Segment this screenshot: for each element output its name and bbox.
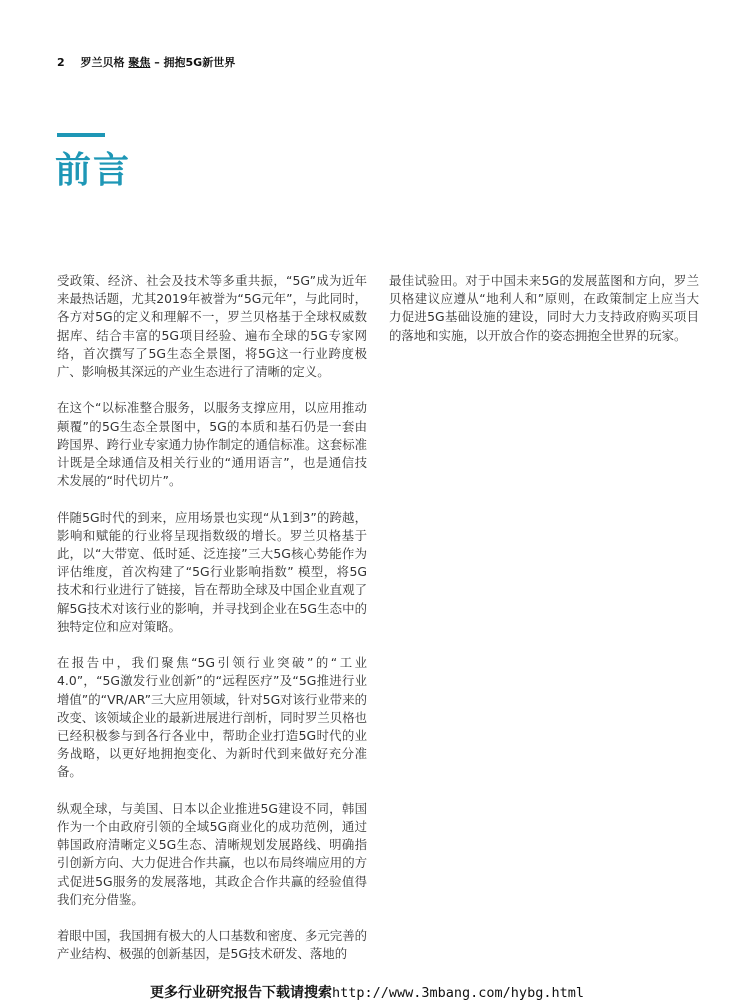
footer-url[interactable]: http://www.3mbang.com/hybg.html [332, 985, 584, 1001]
page-number: 2 [57, 56, 65, 69]
paragraph: 伴随5G时代的到来，应用场景也实现“从1到3”的跨越，影响和赋能的行业将呈现指数级的增长。罗兰贝格基于此，以“大带宽、低时延、泛连接”三大5G核心势能作为评估维度，首次构建了“5G行业影响指数” 模型，将5G技术和行业进行了链接，旨在帮助全球及中国企业直观了解5G技术对该行业的影响，并寻找到企业在5G生态中的独特定位和应对策略。 [57, 509, 367, 634]
brand-name: 罗兰贝格 [80, 56, 125, 69]
paragraph: 在报告中，我们聚焦“5G引领行业突破”的“工业4.0”，“5G激发行业创新”的“远程医疗”及“5G推进行业增值”的“VR/AR”三大应用领域，针对5G对该行业带来的改变、该领域企业的最新进展进行剖析，同时罗兰贝格也已经积极参与到各行各业中，帮助企业打造5G时代的业务战略，以更好地拥抱变化、为新时代到来做好充分准备。 [57, 655, 367, 780]
footer-text: 更多行业研究报告下载请搜索 [150, 985, 332, 1001]
paragraph: 最佳试验田。对于中国未来5G的发展蓝图和方向，罗兰贝格建议应遵从“地利人和”原则，在政策制定上应当大力促进5G基础设施的建设，同时大力支持政府购买项目的落地和实施，以开放合作的姿态拥抱全世界的玩家。 [389, 273, 699, 343]
paragraph: 着眼中国，我国拥有极大的人口基数和密度、多元完善的产业结构、极强的创新基因，是5G技术研发、落地的 [57, 928, 367, 962]
paragraph: 受政策、经济、社会及技术等多重共振，“5G”成为近年来最热话题，尤其2019年被誉为“5G元年”，与此同时，各方对5G的定义和理解不一，罗兰贝格基于全球权威数据库、结合丰富的5G项目经验、遍布全球的5G专家网络，首次撰写了5G生态全景图，将5G这一行业跨度极广、影响极其深远的产业生态进行了清晰的定义。 [57, 273, 367, 380]
left-column [57, 272, 367, 982]
page-header [57, 54, 235, 70]
paragraph: 在这个“以标准整合服务，以服务支撑应用，以应用推动颠覆”的5G生态全景图中，5G的本质和基石仍是一套由跨国界、跨行业专家通力协作制定的通信标准。这套标准计既是全球通信及相关行业的“通用语言”，也是通信技术发展的“时代切片”。 [57, 400, 367, 489]
paragraph: 纵观全球，与美国、日本以企业推进5G建设不同，韩国作为一个由政府引领的全域5G商业化的成功范例，通过韩国政府清晰定义5G生态、清晰规划发展路线、明确指引创新方向、大力促进合作共赢，也以布局终端应用的方式促进5G服务的发展落地，其政企合作共赢的经验值得我们充分借鉴。 [57, 800, 367, 907]
download-footer [150, 982, 584, 1002]
header-subtitle: – 拥抱5G新世界 [154, 56, 236, 69]
title-accent-rule [57, 133, 105, 137]
page-title: 前言 [55, 150, 132, 191]
focus-label: 聚焦 [128, 56, 151, 69]
right-column [389, 272, 699, 363]
